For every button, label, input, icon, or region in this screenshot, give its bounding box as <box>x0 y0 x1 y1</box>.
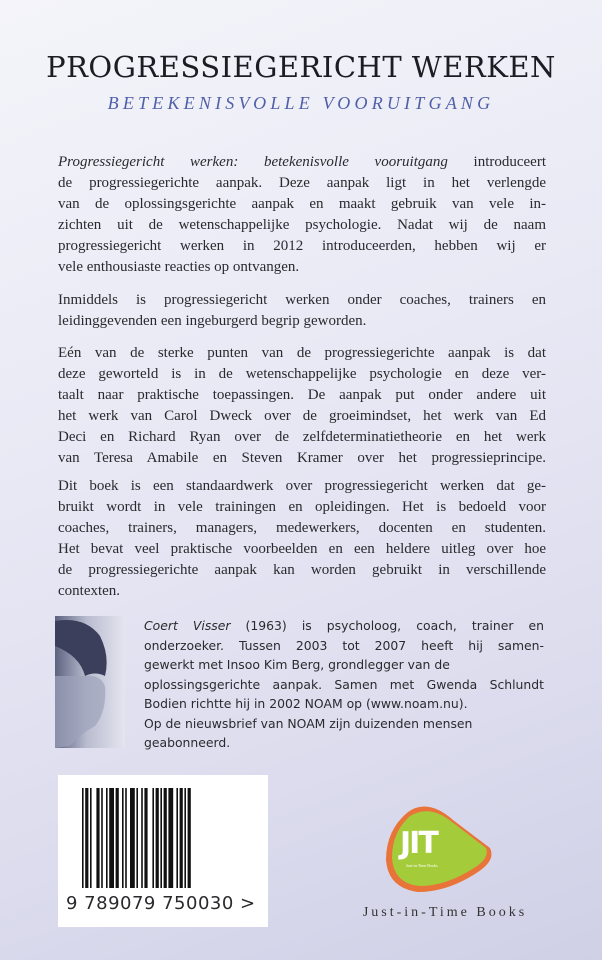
text-line: progressiegericht werken in 2012 introduceerden, hebben wij er <box>58 238 546 254</box>
paragraph-4 <box>58 476 546 602</box>
text-line: van de oplossingsgerichte aanpak en maakt gebruik van vele in- <box>58 196 546 212</box>
paragraph-intro: Progressiegericht werken: betekenisvolle vooruitgang introduceert de progressiegerichte aanpak. Deze aanpak ligt in het verlengde van de oplossingsgerichte aanpak en maakt gebruik van vele in- zichten uit de wetenschappelijke psychologie. Nadat wij de naam progressiegericht werken in 2012 introduceerden, hebben wij er vele enthousiaste reacties op ontvangen. <box>58 152 546 278</box>
barcode-bar <box>144 788 147 888</box>
barcode-bar <box>116 788 119 888</box>
barcode-bar <box>122 788 124 888</box>
paragraph-3 <box>58 343 546 469</box>
text-line: de progressiegerichte aanpak. Deze aanpak ligt in het verlengde <box>58 175 546 191</box>
publisher-name: Just-in-Time Books <box>362 905 528 920</box>
barcode-bar <box>90 788 92 888</box>
barcode-bar <box>176 788 178 888</box>
text-line: Bodien richtte hij in 2002 NOAM op (www.noam.nu). <box>144 696 468 711</box>
text-line: Inmiddels is progressiegericht werken onder coaches, trainers en <box>58 292 546 308</box>
author-photo <box>55 616 125 748</box>
text-line: vele enthousiaste reacties op ontvangen. <box>58 259 300 275</box>
barcode-bars <box>80 788 250 888</box>
text-line: de progressiegerichte aanpak kan worden gebruikt in verschillende <box>58 562 546 578</box>
barcode-bar <box>125 788 127 888</box>
barcode-bar <box>85 788 88 888</box>
text-line: coaches, trainers, managers, medewerkers, docenten en studenten. <box>58 520 546 536</box>
text-line: zichten uit de wetenschappelijke psychologie. Nadat wij de naam <box>58 217 546 233</box>
barcode-bar <box>109 788 114 888</box>
barcode-bar <box>101 788 103 888</box>
author-portrait-icon <box>55 616 125 748</box>
barcode-bar <box>106 788 108 888</box>
barcode-bar <box>168 788 173 888</box>
isbn-number: 9 789079 750030 > <box>66 893 256 914</box>
text-line: onderzoeker. Tussen 2003 tot 2007 heeft hij samen- <box>144 637 544 653</box>
text-line: Dit boek is een standaardwerk over progressiegericht werken dat ge- <box>58 478 546 494</box>
author-name: Coert Visser <box>144 618 231 633</box>
barcode-bar <box>160 788 162 888</box>
text-line: gewerkt met Insoo Kim Berg, grondlegger van de <box>144 657 450 672</box>
barcode-bar <box>164 788 167 888</box>
barcode-bar <box>96 788 99 888</box>
barcode-bar <box>188 788 191 888</box>
barcode <box>58 775 268 927</box>
barcode-bar <box>130 788 135 888</box>
logo-small-text: Just-in-Time Books <box>406 863 438 868</box>
italic-lead: Progressiegericht werken: betekenisvolle vooruitgang <box>58 154 448 170</box>
barcode-bar <box>141 788 143 888</box>
paragraph-2 <box>58 290 546 332</box>
text-line: het werk van Carol Dweck over de groeimindset, het werk van Ed <box>58 408 546 424</box>
barcode-bar <box>156 788 159 888</box>
text-line: Deci en Richard Ryan over de zelfdeterminatietheorie en het werk <box>58 429 546 445</box>
text-line: bruikt wordt in vele trainingen en opleidingen. Het is bedoeld voor <box>58 499 546 515</box>
barcode-bar <box>82 788 84 888</box>
text-line: van Teresa Amabile en Steven Kramer over het progressieprincipe. <box>58 450 546 466</box>
text-line: Eén van de sterke punten van de progressiegerichte aanpak is dat <box>58 345 546 361</box>
text-line: Op de nieuwsbrief van NOAM zijn duizenden mensen <box>144 715 473 731</box>
barcode-bar <box>184 788 186 888</box>
text-line: oplossingsgerichte aanpak. Samen met Gwenda Schlundt <box>144 676 544 692</box>
text-line: deze geworteld is in de wetenschappelijke psychologie en deze ver- <box>58 366 546 382</box>
text-line: geabonneerd. <box>144 735 231 750</box>
jit-logo-icon <box>378 800 498 900</box>
text-line: leidinggevenden een ingeburgerd begrip geworden. <box>58 313 367 329</box>
author-bio: Coert Visser (1963) is psycholoog, coach, trainer en onderzoeker. Tussen 2003 tot 2007 heeft hij samen- gewerkt met Insoo Kim Berg, grondlegger van de oplossingsgerichte aanpak. Samen met Gwenda Schlundt Bodien richtte hij in 2002 NOAM op (www.noam.nu). Op de nieuwsbrief van NOAM zijn duizenden mensen geabonneerd. <box>144 616 544 753</box>
barcode-bar <box>152 788 154 888</box>
text-line: Het bevat veel praktische voorbeelden en een heldere uitleg over hoe <box>58 541 546 557</box>
publisher-logo <box>378 800 498 900</box>
barcode-bar <box>180 788 183 888</box>
book-subtitle: BETEKENISVOLLE VOORUITGANG <box>107 93 495 113</box>
text-line: contexten. <box>58 583 121 599</box>
book-title: PROGRESSIEGERICHT WERKEN <box>46 50 556 84</box>
logo-text: JIT <box>400 826 437 861</box>
barcode-bar <box>136 788 138 888</box>
text-line: taalt naar praktische toepassingen. De aanpak put onder andere uit <box>58 387 546 403</box>
